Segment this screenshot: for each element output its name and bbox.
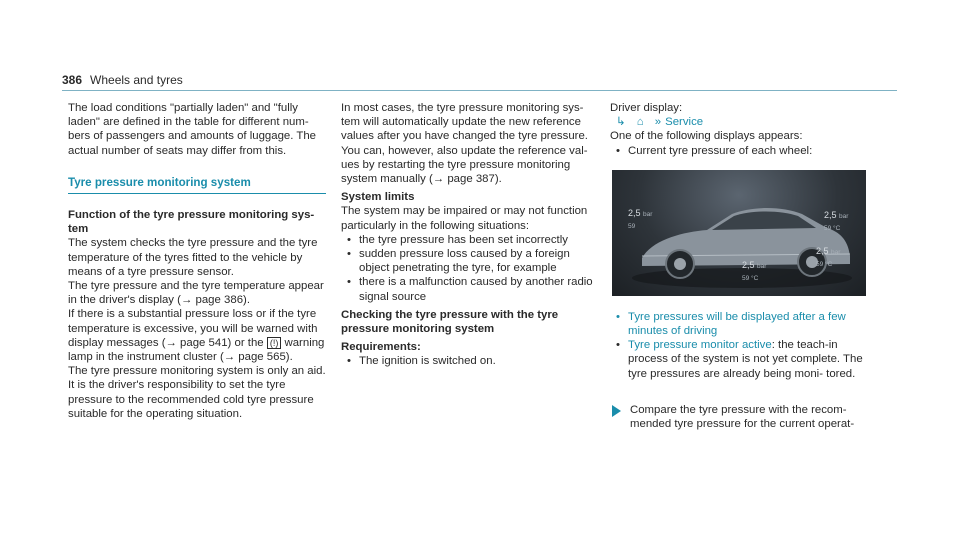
limits-title: System limits (341, 191, 415, 204)
driver-display-label: Driver display: (610, 102, 683, 114)
list-item: • the tyre pressure has been set incorrectly (341, 233, 603, 247)
function-p3-b: warning lamp in the instrument cluster (→ page 565). (68, 336, 325, 364)
requirements-title: Requirements: (341, 341, 421, 354)
pressure-value: 2,5 (742, 259, 755, 270)
temperature-value: 59 °C (742, 274, 759, 282)
function-p1: The system checks the tyre pressure and the tyre temperature of the tyres fitted to the vehicle by means of a tyre pressure sensor. (68, 237, 318, 278)
pressure-value: 2,5 (816, 245, 829, 256)
tyre-warning-icon: (!) (267, 337, 282, 349)
list-item: • The ignition is switched on. (341, 354, 603, 368)
home-icon: ⌂ (636, 116, 644, 129)
status-monitor-desc: : the teach-in process of the system is not yet complete. The tyre pressures are already being moni- tored. (628, 339, 863, 380)
display-list (610, 144, 872, 158)
update-paragraph: In most cases, the tyre pressure monitoring sys- tem will automatically update the new reference values after you have changed the tyre pressure. You can, however, also update the reference val- ues by restarting the tyre pressure monitoring system manually (→ page 387). (341, 102, 588, 186)
tyre-pressure-display-image (612, 170, 866, 296)
section-title: Tyre pressure monitoring system (68, 175, 251, 189)
column-3 (610, 101, 872, 431)
list-item: • there is a malfunction caused by another radio signal source (341, 275, 603, 303)
list-item: • Tyre pressures will be displayed after a few minutes of driving (610, 310, 872, 338)
action-arrow-icon (612, 405, 621, 417)
limits-list (341, 233, 603, 304)
status-list (610, 310, 872, 381)
page-number: 386 (62, 73, 83, 87)
list-item: • sudden pressure loss caused by a foreign object penetrating the tyre, for example (341, 247, 603, 275)
action-step (610, 403, 872, 431)
action-text: Compare the tyre pressure with the recom- mended tyre pressure for the current operat- (630, 403, 855, 431)
column-2 (341, 101, 603, 369)
column-1 (68, 101, 326, 421)
temperature-value: 59 °C (824, 224, 841, 232)
double-chevron-icon: » (654, 116, 662, 129)
list-item (610, 338, 872, 381)
check-title: Checking the tyre pressure with the tyre pressure monitoring system (341, 308, 559, 336)
page-header (62, 73, 183, 87)
function-subtitle: Function of the tyre pressure monitoring sys- tem (68, 209, 315, 236)
tyre-label-rear-right (816, 246, 840, 270)
limits-intro: The system may be impaired or may not function particularly in the following situations: (341, 205, 588, 232)
pressure-value: 2,5 (824, 209, 837, 220)
menu-service: Service (665, 116, 704, 129)
pressure-unit: bar (839, 212, 849, 220)
temperature-value: 59 (628, 222, 636, 230)
function-p2: The tyre pressure and the tyre temperature appear in the driver's display (→ page 386). (68, 280, 324, 307)
temperature-value: 59 °C (816, 260, 833, 268)
return-arrow-icon: ↳ (616, 116, 626, 129)
tyre-label-front-right (824, 210, 848, 234)
function-p3-a: If there is a substantial pressure loss or if the tyre temperature is excessive, you will be warned with display messages (→ page 541) or the (68, 308, 318, 349)
chapter-title: Wheels and tyres (90, 73, 183, 87)
list-item: • Current tyre pressure of each wheel: (610, 144, 872, 158)
pressure-value: 2,5 (628, 207, 641, 218)
function-p3 (68, 307, 326, 364)
menu-path (610, 115, 872, 129)
requirements-list (341, 354, 603, 368)
tyre-label-front-left (628, 208, 652, 232)
function-p4: The tyre pressure monitoring system is only an aid. It is the driver's responsibility to set the tyre pressure to the recommended cold tyre pressure suitable for the operating situation. (68, 365, 326, 420)
tyre-label-rear-left (742, 260, 766, 284)
intro-paragraph: The load conditions "partially laden" and "fully laden" are defined in the table for different num- bers of passengers and amounts of luggage. The actual number of seats may differ from this. (68, 102, 317, 157)
displays-intro: One of the following displays appears: (610, 130, 803, 143)
pressure-unit: bar (831, 248, 841, 256)
status-monitor-active: Tyre pressure monitor active (628, 339, 772, 352)
pressure-unit: bar (757, 262, 767, 270)
header-rule (62, 90, 897, 91)
pressure-unit: bar (643, 210, 653, 218)
